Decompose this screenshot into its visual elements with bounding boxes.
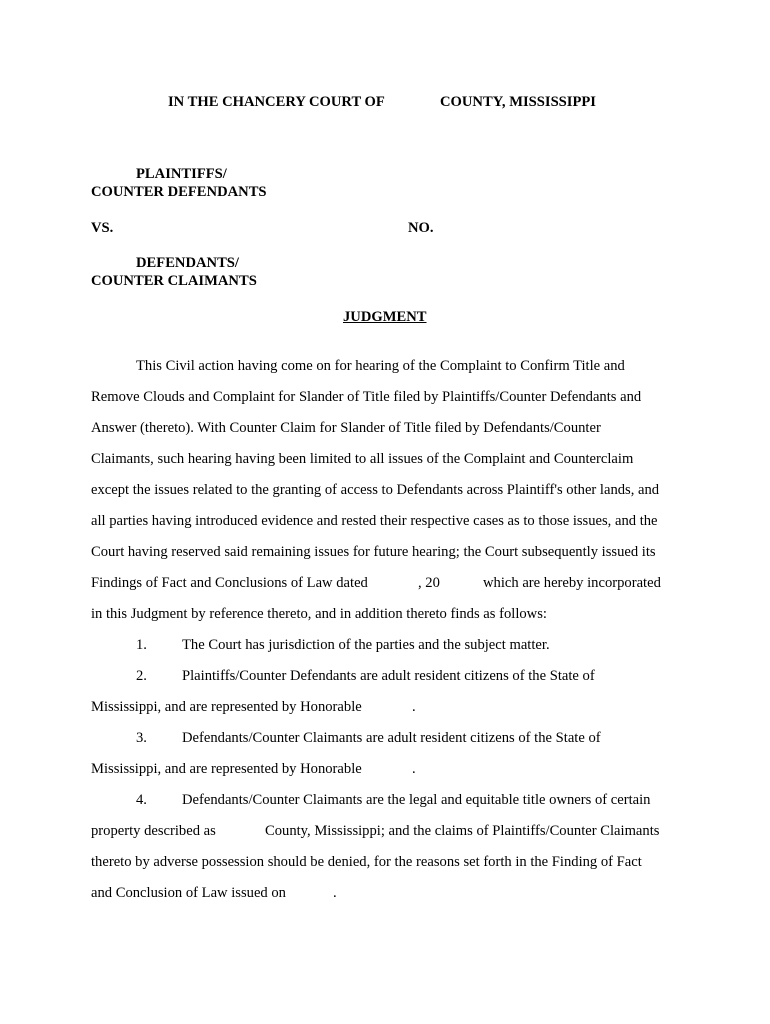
item-period: . <box>412 699 416 715</box>
item-text: property described as <box>91 823 216 839</box>
item-text: Defendants/Counter Claimants are adult resident citizens of the State of <box>182 730 601 746</box>
item-number: 4. <box>136 792 147 808</box>
paragraph-line: Answer (thereto). With Counter Claim for Slander of Title filed by Defendants/Counter <box>91 420 601 436</box>
defendants-label: DEFENDANTS/ <box>136 255 239 271</box>
paragraph-line: Court having reserved said remaining issues for future hearing; the Court subsequently issued its <box>91 544 656 560</box>
item-number: 1. <box>136 637 147 653</box>
paragraph-line: except the issues related to the granting of access to Defendants across Plaintiff's other lands, and <box>91 482 660 498</box>
item-text: Defendants/Counter Claimants are the legal and equitable title owners of certain <box>182 792 651 808</box>
item-period: . <box>333 885 337 901</box>
versus-label: VS. <box>91 220 114 236</box>
item-number: 2. <box>136 668 147 684</box>
item-text: The Court has jurisdiction of the parties and the subject matter. <box>182 637 550 653</box>
case-number-label: NO. <box>408 220 434 236</box>
paragraph-line: in this Judgment by reference thereto, and in addition thereto finds as follows: <box>91 606 547 622</box>
findings-text-end: which are hereby incorporated <box>483 575 661 591</box>
findings-text: Findings of Fact and Conclusions of Law dated <box>91 575 368 591</box>
plaintiffs-label: PLAINTIFFS/ <box>136 166 227 182</box>
item-text: Mississippi, and are represented by Honorable <box>91 699 362 715</box>
court-title-right: COUNTY, MISSISSIPPI <box>440 94 596 110</box>
counter-claimants-label: COUNTER CLAIMANTS <box>91 273 257 289</box>
paragraph-line: This Civil action having come on for hearing of the Complaint to Confirm Title and <box>136 358 625 374</box>
counter-defendants-label: COUNTER DEFENDANTS <box>91 184 267 200</box>
item-text: Mississippi, and are represented by Honorable <box>91 761 362 777</box>
item-number: 3. <box>136 730 147 746</box>
item-text: thereto by adverse possession should be denied, for the reasons set forth in the Finding of Fact <box>91 854 642 870</box>
paragraph-line: Remove Clouds and Complaint for Slander of Title filed by Plaintiffs/Counter Defendants and <box>91 389 642 405</box>
item-text: and Conclusion of Law issued on <box>91 885 286 901</box>
paragraph-line: all parties having introduced evidence and rested their respective cases as to those issues, and the <box>91 513 658 529</box>
court-title-left: IN THE CHANCERY COURT OF <box>168 94 385 110</box>
item-text: County, Mississippi; and the claims of Plaintiffs/Counter Claimants <box>265 823 660 839</box>
item-period: . <box>412 761 416 777</box>
item-text: Plaintiffs/Counter Defendants are adult resident citizens of the State of <box>182 668 595 684</box>
paragraph-line: Claimants, such hearing having been limited to all issues of the Complaint and Counterclaim <box>91 451 634 467</box>
document-title: JUDGMENT <box>343 309 427 325</box>
findings-year: , 20 <box>418 575 440 591</box>
